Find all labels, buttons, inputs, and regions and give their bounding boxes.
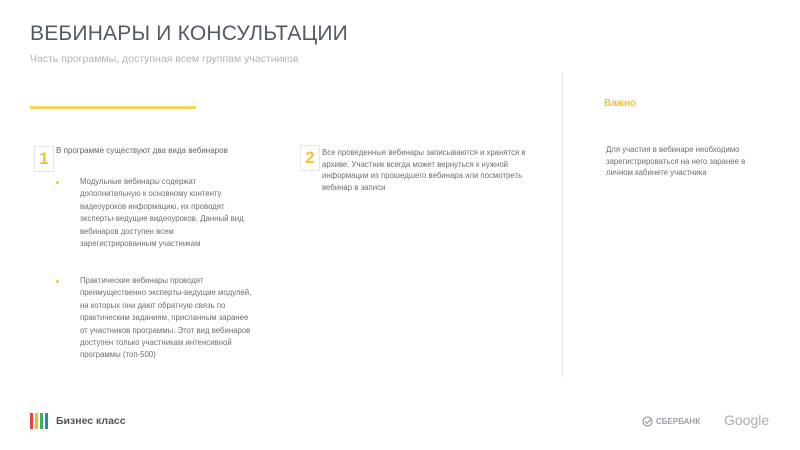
logo-bar-green	[40, 413, 43, 429]
bullet-dot-icon	[56, 181, 59, 184]
section2-text: Все проведенные вебинары записываются и хранятся в архиве. Участник всегда может вернуться к нужной информации из прошедшего вебинара или посмотреть вебинар в записи	[322, 148, 526, 192]
logo-text: Бизнес класс	[56, 415, 126, 427]
section-number-2: 2	[300, 145, 320, 171]
bullet-dot-icon	[56, 280, 59, 283]
important-label: Важно	[604, 98, 637, 109]
page-title: ВЕБИНАРЫ И КОНСУЛЬТАЦИИ	[30, 22, 348, 45]
google-logo: Google	[724, 412, 770, 428]
logo-bar-red	[30, 413, 33, 429]
logo-bar-blue	[45, 413, 48, 429]
business-class-logo-icon	[30, 413, 48, 429]
section1-bullet-2: Практические вебинары проводят преимущественно эксперты-ведущие модулей, на которых они дают обратную связь по практическим заданиям, присланным заранее от участников программы. Этот вид вебинаров доступен только участникам интенсивной программы (топ-500)	[80, 276, 252, 360]
section1-bullet-1: Модульные вебинары содержат дополнительную к основному контенту видеоуроков информацию, их проводят эксперты-ведущие видеоуроков. Данный вид вебинаров доступен всем зарегистрированным участникам	[80, 177, 244, 249]
sberbank-logo-text: СБЕРБАНК	[656, 417, 701, 426]
footer-logo	[30, 413, 126, 429]
sberbank-logo-icon	[642, 416, 653, 427]
page-subtitle: Часть программы, доступная всем группам участников	[30, 53, 299, 65]
sberbank-logo	[642, 416, 700, 427]
section-number-1: 1	[34, 146, 54, 172]
logo-bar-yellow	[35, 413, 38, 429]
accent-divider	[30, 106, 196, 109]
important-text: Для участия в вебинаре необходимо зарегистрироваться на него заранее в личном кабинете участника	[606, 145, 746, 177]
column-divider	[562, 72, 563, 377]
section1-intro: В программе существуют два вида вебинаров	[56, 146, 228, 155]
